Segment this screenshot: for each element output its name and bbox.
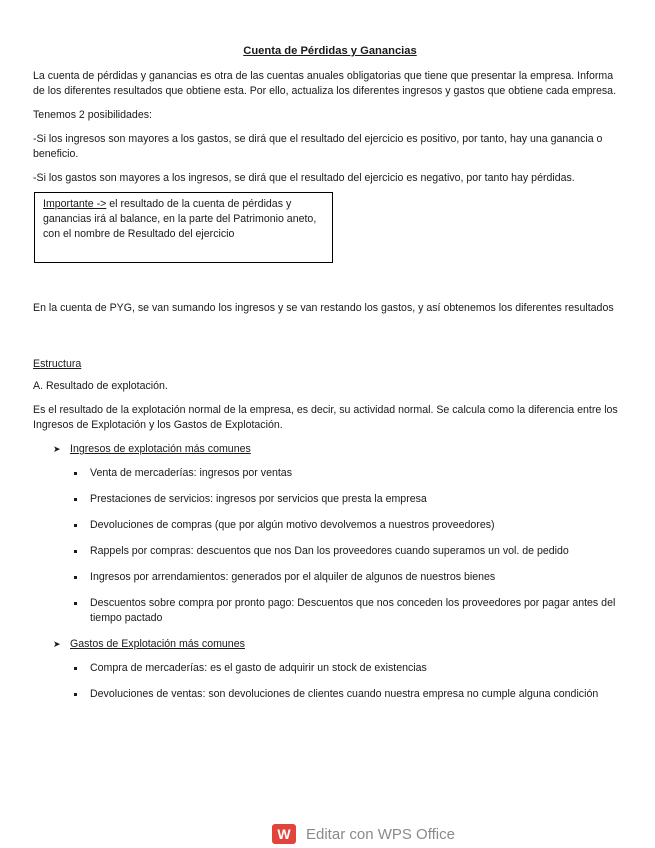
list-item: Venta de mercaderías: ingresos por ventas [33, 466, 627, 481]
list-item: Devoluciones de compras (que por algún motivo devolvemos a nuestros proveedores) [33, 518, 627, 533]
possibilities-paragraph: Tenemos 2 posibilidades: [33, 109, 152, 121]
case-negative-paragraph: -Si los gastos son mayores a los ingresos, se dirá que el resultado del ejercicio es negativo, por tanto hay pérdidas. [33, 172, 575, 184]
ingresos-heading-row [53, 442, 627, 457]
gastos-list [33, 661, 627, 702]
square-bullet-icon [74, 498, 77, 501]
section-a-heading: A. Resultado de explotación. [33, 380, 168, 392]
list-item: Devoluciones de ventas: son devoluciones de clientes cuando nuestra empresa no cumple alguna condición [33, 687, 627, 702]
square-bullet-icon [74, 472, 77, 475]
list-item: Ingresos por arrendamientos: generados por el alquiler de algunos de nuestros bienes [33, 570, 627, 585]
list-item: Descuentos sobre compra por pronto pago: Descuentos que nos conceden los proveedores por pagar antes del tiempo pactado [33, 596, 627, 626]
page-title: Cuenta de Pérdidas y Ganancias [243, 45, 417, 57]
square-bullet-icon [74, 576, 77, 579]
list-item: Prestaciones de servicios: ingresos por servicios que presta la empresa [33, 492, 627, 507]
square-bullet-icon [74, 550, 77, 553]
ingresos-list [33, 466, 627, 626]
important-note-text: el resultado de la cuenta de pérdidas y ganancias irá al balance, en la parte del Patrimonio aneto, con el nombre de Resultado del ejercicio [43, 198, 317, 240]
arrow-bullet-icon: ➤ [53, 639, 61, 649]
structure-heading: Estructura [33, 358, 82, 370]
arrow-bullet-icon: ➤ [53, 444, 61, 454]
pyg-paragraph: En la cuenta de PYG, se van sumando los ingresos y se van restando los gastos, y así obtenemos los diferentes resultados [33, 302, 614, 314]
gastos-heading-row [53, 637, 627, 652]
list-item: Rappels por compras: descuentos que nos Dan los proveedores cuando superamos un vol. de pedido [33, 544, 627, 559]
list-item: Compra de mercaderías: es el gasto de adquirir un stock de existencias [33, 661, 627, 676]
square-bullet-icon [74, 693, 77, 696]
ingresos-heading: Ingresos de explotación más comunes [70, 443, 251, 455]
case-positive-paragraph: -Si los ingresos son mayores a los gastos, se dirá que el resultado del ejercicio es positivo, por tanto, hay una ganancia o beneficio. [33, 133, 603, 160]
intro-paragraph: La cuenta de pérdidas y ganancias es otra de las cuentas anuales obligatorias que tiene que presentar la empresa. Informa de los diferentes resultados que obtiene esta. Por ello, actualiza los diferentes ingresos y gastos que obtiene cada empresa. [33, 70, 617, 97]
gastos-heading: Gastos de Explotación más comunes [70, 638, 245, 650]
important-note-box [34, 192, 333, 263]
wps-logo-icon: W [272, 824, 296, 844]
square-bullet-icon [74, 667, 77, 670]
document-page [33, 44, 627, 713]
important-note-label: Importante -> [43, 198, 107, 210]
watermark-text: Editar con WPS Office [306, 825, 455, 843]
square-bullet-icon [74, 524, 77, 527]
square-bullet-icon [74, 602, 77, 605]
wps-watermark[interactable] [272, 824, 455, 844]
section-a-paragraph: Es el resultado de la explotación normal de la empresa, es decir, su actividad normal. Se calcula como la diferencia entre los Ingresos de Explotación y los Gastos de Explotación. [33, 404, 618, 431]
